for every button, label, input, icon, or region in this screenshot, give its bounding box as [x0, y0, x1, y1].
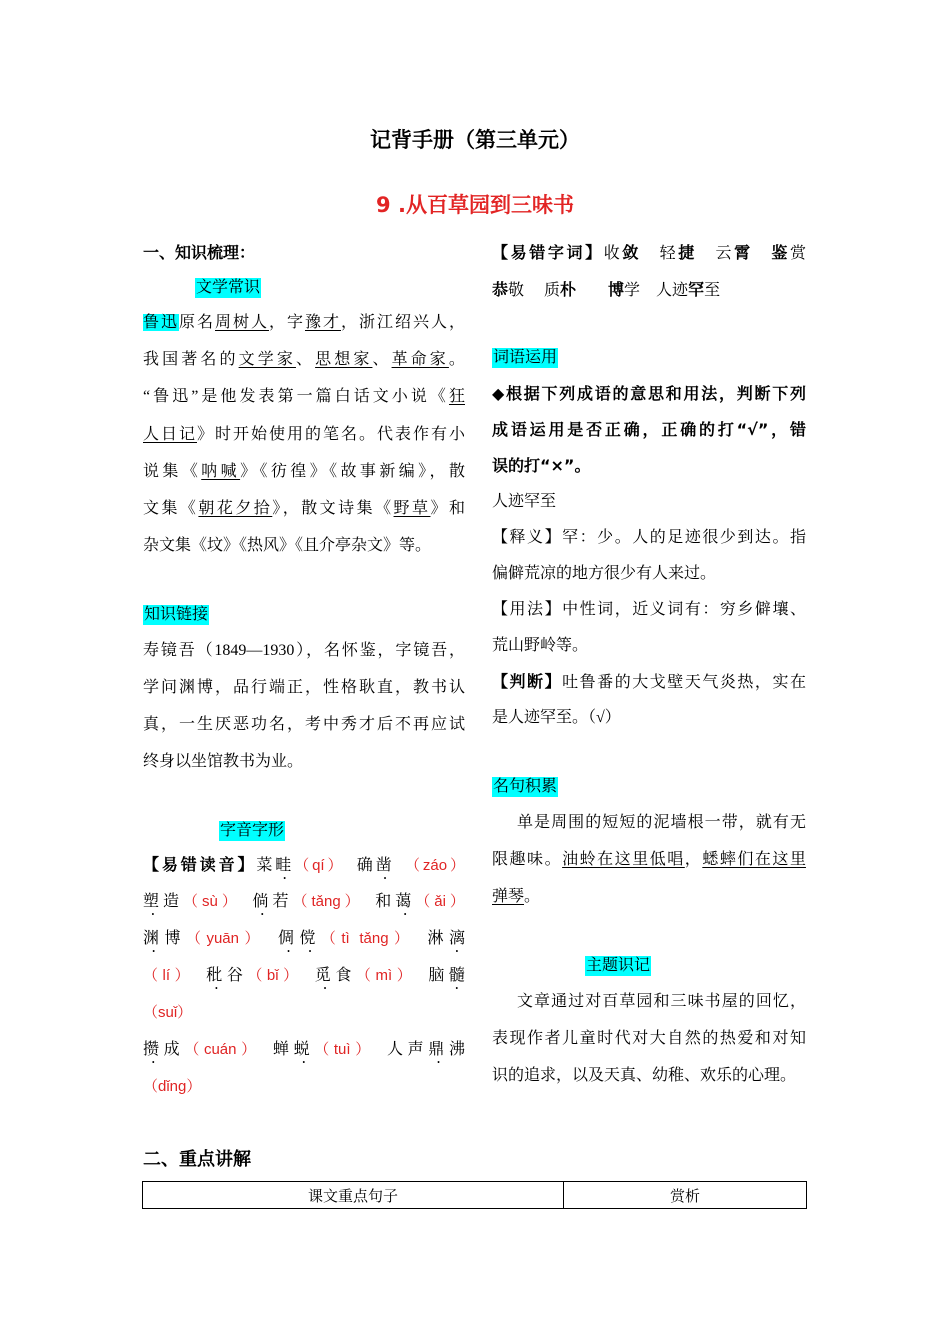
text-segment: 蝉 [272, 1041, 294, 1058]
text-segment: 【用法】中性词，近义词有：穷乡僻壤、 [492, 601, 806, 618]
text-line [143, 490, 465, 527]
bold-text: 霄 鉴 [734, 243, 790, 262]
text-line [143, 1031, 465, 1068]
text-line [492, 1020, 806, 1057]
text-segment: 食 [335, 967, 356, 984]
text-segment: 是人迹罕至。（√） [492, 709, 621, 726]
text-segment: 造 [163, 893, 184, 910]
paragraph [492, 234, 806, 308]
text-segment: 菜 [256, 857, 276, 874]
highlighted-term: 鲁迅 [143, 314, 179, 331]
dotted-character: 鼎 [428, 1041, 449, 1058]
text-segment: 荒山野岭等。 [492, 637, 589, 654]
text-line [143, 416, 465, 453]
text-line [492, 448, 806, 484]
dotted-character: 凿 [375, 857, 395, 874]
text-line [143, 994, 465, 1031]
paragraph [492, 520, 806, 592]
underlined-term: 呐喊 [201, 462, 241, 480]
text-segment: 敬 质 [508, 282, 561, 299]
paragraph [492, 484, 806, 520]
underlined-term: 文学家 [238, 351, 296, 369]
key-sentences-table [142, 1181, 807, 1209]
text-line [492, 376, 806, 412]
paragraph [492, 804, 806, 915]
label-word-usage [492, 339, 806, 376]
underlined-term: 思想家 [315, 351, 373, 369]
paragraph [492, 592, 806, 664]
pinyin: （dǐng） [143, 1078, 202, 1095]
text-line [492, 484, 806, 520]
text-line [143, 378, 465, 415]
text-segment: 学问渊博，品行端正，性格耿直，教书认 [143, 679, 465, 696]
text-segment: 说集《 [143, 462, 202, 480]
pinyin: （cuán） [184, 1041, 273, 1058]
text-line [492, 412, 806, 448]
text-segment: 限趣味。 [492, 851, 563, 868]
underlined-term: 革命家 [391, 351, 449, 369]
bold-text: ◆根据下列成语的意思和用法，判断下列 [492, 384, 806, 403]
pinyin: （yuān） [185, 930, 278, 947]
text-segment: 寿镜吾（1849—1930），名怀鉴，字镜吾， [143, 642, 465, 659]
text-segment: 》时开始使用的笔名。代表作有小 [197, 425, 465, 443]
column-header-analysis: 赏析 [564, 1182, 807, 1209]
dotted-character: 攒 [143, 1041, 164, 1058]
label-literature-facts [143, 269, 517, 306]
text-segment: 博 [164, 930, 186, 947]
text-line [143, 743, 465, 780]
section-heading-key-points: 二、重点讲解 [143, 1149, 251, 1170]
text-line [143, 632, 465, 669]
text-line [143, 304, 465, 341]
text-segment: 成 [163, 1041, 185, 1058]
text-segment: 杂文集《坟》《热风》《且介亭杂文》等。 [143, 537, 432, 555]
underlined-term: 弹琴 [492, 888, 525, 905]
dotted-character: 觅 [314, 967, 336, 984]
paragraph [143, 304, 465, 564]
text-segment: 文集《 [143, 499, 199, 517]
text-line [492, 700, 806, 736]
highlighted-label: 文学常识 [196, 279, 261, 297]
text-line [492, 556, 806, 592]
text-segment: 云 [696, 245, 735, 262]
pinyin: （ǎi） [415, 893, 465, 910]
text-line [143, 1068, 465, 1105]
text-segment: 偏僻荒凉的地方很少有人来过。 [492, 565, 717, 582]
underlined-term: 野草 [393, 499, 431, 517]
text-segment: 、 [372, 351, 392, 369]
dotted-character: 倜傥 [277, 930, 321, 947]
underlined-term: 狂 [448, 388, 465, 406]
underlined-term: 蟋蟀们在这里 [702, 851, 806, 868]
text-segment: 吐鲁番的大戈壁天气炎热，实在 [562, 674, 806, 691]
text-line [143, 669, 465, 706]
highlighted-label: 知识链接 [144, 606, 209, 624]
bold-text: 【判断】 [492, 672, 563, 691]
text-line [492, 234, 806, 271]
text-segment: 》《彷徨》《故事新编》，散 [240, 462, 465, 480]
pinyin: （tì tǎng） [320, 930, 428, 947]
label-theme-summary [492, 947, 899, 984]
text-segment: 我国著名的 [143, 351, 239, 369]
underlined-term: 油蛉在这里低唱 [562, 851, 685, 868]
lesson-title: 9 .从百草园到三味书 [376, 193, 574, 217]
dotted-character: 髓 [448, 967, 465, 984]
text-segment: 。 [524, 888, 541, 905]
label-famous-quotes [492, 768, 806, 805]
text-segment: 表现作者儿童时代对大自然的热爱和对知 [492, 1030, 806, 1047]
bold-text: 误的打“×”。 [492, 456, 591, 475]
dotted-character: 渊 [143, 930, 165, 947]
label-knowledge-link [143, 596, 465, 633]
text-line [143, 527, 465, 564]
dotted-character: 蔼 [395, 893, 416, 910]
dotted-character: 漓 [448, 930, 465, 947]
text-segment: 和 [375, 893, 396, 910]
text-segment: 淋 [427, 930, 449, 947]
text-line [492, 804, 806, 841]
paragraph [492, 664, 806, 736]
text-segment: 真，一生厌恶功名，考中秀才后不再应试 [143, 716, 465, 733]
bold-text: 敛 [622, 243, 641, 262]
bold-text: 恭 [492, 280, 509, 299]
pinyin: （suǐ） [143, 1004, 193, 1021]
text-segment: 》，散文诗集《 [272, 499, 394, 517]
text-line [143, 846, 465, 883]
text-line [143, 453, 465, 490]
underlined-term: 人日记 [143, 425, 197, 443]
page-title: 记背手册（第三单元） [370, 128, 580, 152]
text-line [492, 664, 806, 700]
text-line [492, 271, 806, 308]
pronunciation-list [143, 846, 465, 1105]
text-segment: 轻 [640, 245, 679, 262]
pinyin: （mì） [355, 967, 429, 984]
bold-text: 罕 [688, 280, 705, 299]
bold-text: 朴 博 [560, 280, 625, 299]
text-segment: ，浙江绍兴人， [340, 314, 465, 331]
pinyin: （záo） [394, 857, 465, 874]
text-line [492, 1057, 806, 1094]
text-segment: 终身以坐馆教书为业。 [143, 753, 304, 770]
famous-quotes-text [492, 804, 806, 915]
text-segment: 谷 [226, 967, 248, 984]
paragraph [492, 983, 806, 1094]
dotted-character: 塑 [143, 893, 164, 910]
pinyin: （tuì） [314, 1041, 387, 1058]
text-line [492, 592, 806, 628]
text-line [143, 957, 465, 994]
paragraph [143, 1031, 465, 1105]
text-segment: ， [684, 851, 703, 868]
text-segment: 确 [337, 857, 376, 874]
text-line [492, 520, 806, 556]
text-line [492, 983, 806, 1020]
text-segment: 学 人迹 [624, 282, 689, 299]
text-segment: ，字 [268, 314, 305, 331]
text-segment: 单是周围的短短的泥墙根一带，就有无 [517, 814, 806, 831]
text-segment: “鲁迅”是他发表第一篇白话文小说《 [143, 388, 449, 406]
text-segment: 人声 [387, 1041, 429, 1058]
text-line [143, 920, 465, 957]
underlined-term: 周树人 [215, 314, 269, 331]
bold-text: 【易错字词】 [492, 243, 604, 262]
dotted-character: 畦 [275, 857, 295, 874]
pinyin: （sù） [183, 893, 253, 910]
underlined-term: 豫才 [304, 314, 341, 331]
text-segment: 。 [448, 351, 465, 369]
highlighted-label: 字音字形 [220, 822, 285, 840]
section-heading-knowledge-review: 一、知识梳理： [143, 243, 256, 262]
highlighted-label: 名句积累 [493, 778, 558, 796]
bold-text: 成语运用是否正确，正确的打“√”，错 [492, 420, 806, 439]
label-pronunciation-and-characters [143, 812, 541, 849]
text-line [143, 883, 465, 920]
text-segment: 【释义】罕：少。人的足迹很少到达。指 [492, 529, 806, 546]
bold-text: 捷 [678, 243, 697, 262]
table-header-row [143, 1182, 807, 1209]
text-line [492, 628, 806, 664]
column-header-key-sentences: 课文重点句子 [143, 1182, 564, 1209]
text-line [143, 706, 465, 743]
dotted-character: 蜕 [293, 1041, 315, 1058]
text-segment: 文章通过对百草园和三味书屋的回忆， [517, 993, 806, 1010]
dotted-character: 倘 [252, 893, 273, 910]
text-segment: 收 [603, 245, 623, 262]
knowledge-link-text [143, 632, 465, 780]
bold-text: 【易错读音】 [143, 855, 257, 874]
pinyin: （qí） [294, 857, 338, 874]
pinyin: （bǐ） [247, 967, 315, 984]
word-usage-text [492, 376, 806, 736]
text-segment: 沸 [448, 1041, 465, 1058]
paragraph [492, 376, 806, 484]
underlined-term: 朝花夕拾 [198, 499, 273, 517]
text-line [143, 341, 465, 378]
easily-miswritten-words [492, 234, 806, 308]
dotted-character: 秕 [206, 967, 227, 984]
text-segment: 人迹罕至 [492, 493, 557, 510]
text-segment: 若 [272, 893, 293, 910]
pinyin: （lí） [143, 967, 207, 984]
text-segment: 赏 [789, 245, 806, 262]
paragraph [143, 632, 465, 780]
text-segment: 识的追求，以及天真、幼稚、欢乐的心理。 [492, 1067, 797, 1084]
text-line [492, 841, 806, 878]
text-segment: 》和 [430, 499, 465, 517]
text-segment: 至 [704, 282, 721, 299]
text-line [492, 878, 806, 915]
pinyin: （tǎng） [292, 893, 376, 910]
text-segment: 原名 [179, 314, 215, 331]
literature-facts-text [143, 304, 465, 564]
text-segment: 脑 [428, 967, 449, 984]
highlighted-label: 词语运用 [493, 349, 558, 367]
highlighted-label: 主题识记 [586, 957, 651, 975]
text-segment: 、 [295, 351, 316, 369]
paragraph [143, 846, 465, 1031]
theme-summary-text [492, 983, 806, 1094]
